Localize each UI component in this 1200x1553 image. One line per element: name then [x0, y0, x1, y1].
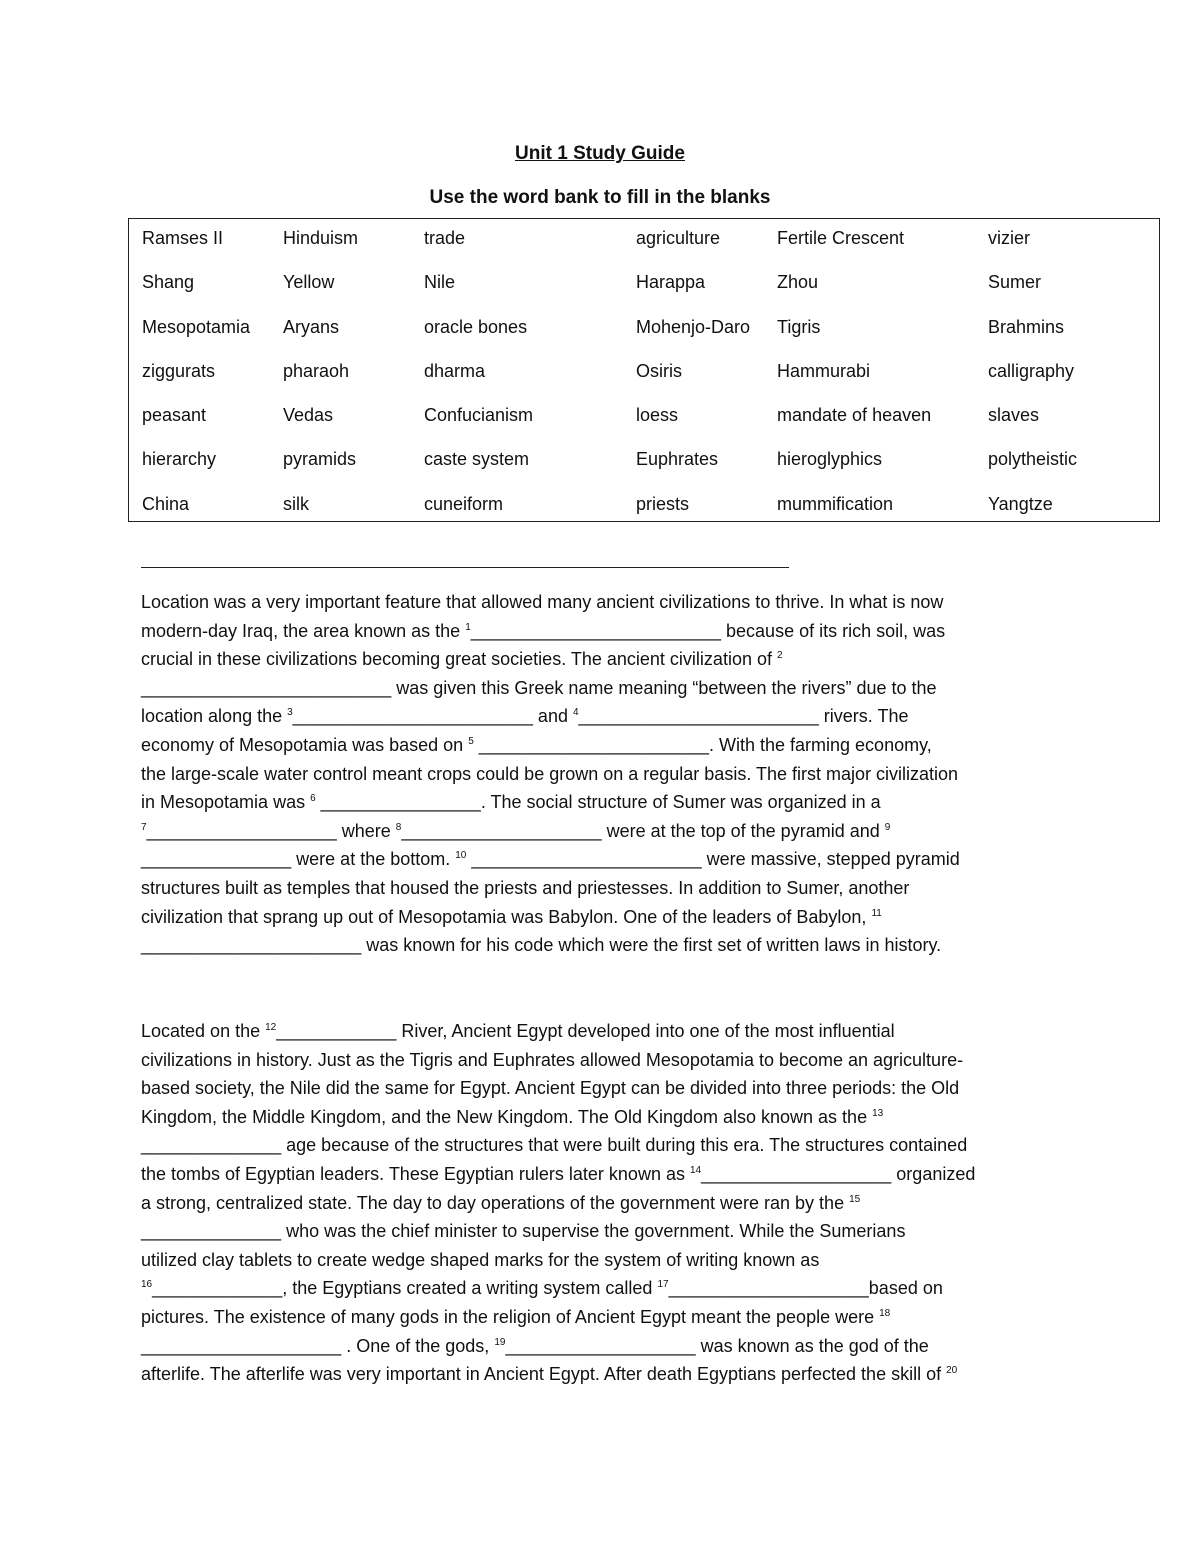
word-bank-term: Mohenjo-Daro — [636, 317, 751, 337]
text-segment: ______________ who was the chief minister to supervise the government. While the Sumerians — [141, 1221, 906, 1242]
text-segment: ____________________based on — [668, 1278, 943, 1299]
text-segment: Located on the — [141, 1021, 266, 1041]
word-bank-term: Zhou — [777, 272, 819, 292]
blank-number: 5 — [468, 735, 474, 747]
text-line — [141, 903, 1071, 932]
text-segment: ____________ River, Ancient Egypt developed into one of the most influential — [276, 1021, 895, 1041]
text-line — [141, 1131, 1071, 1160]
word-bank-term: peasant — [142, 405, 207, 425]
word-bank-term: Nile — [424, 272, 456, 292]
text-line — [141, 588, 1071, 617]
word-bank-term: hieroglyphics — [777, 449, 883, 469]
word-bank-term: Confucianism — [424, 405, 534, 425]
word-bank-row — [129, 449, 1159, 493]
text-line — [141, 874, 1071, 903]
text-line — [141, 1046, 1071, 1075]
text-segment: ____________________ were at the top of the pyramid and — [401, 820, 885, 841]
text-line — [141, 1017, 1071, 1046]
divider-line — [141, 567, 789, 568]
text-segment: _____________, the Egyptians created a writing system called — [152, 1278, 658, 1299]
word-bank-term: calligraphy — [988, 361, 1075, 381]
word-bank-term: caste system — [424, 449, 530, 469]
text-segment: modern-day Iraq, the area known as the — [141, 620, 466, 641]
text-line — [141, 817, 1071, 846]
text-segment: Kingdom, the Middle Kingdom, and the New Kingdom. The Old Kingdom also known as the — [141, 1106, 873, 1127]
word-bank-term: loess — [636, 405, 679, 425]
text-segment: a strong, centralized state. The day to day operations of the government were ran by the — [141, 1192, 850, 1213]
page-title: Unit 1 Study Guide — [515, 143, 685, 164]
text-segment: civilization that sprang up out of Mesopotamia was Babylon. One of the leaders of Babylon, — [141, 906, 872, 927]
word-bank-term: Hinduism — [283, 228, 359, 248]
blank-number: 11 — [871, 907, 882, 919]
text-segment: ______________________ was known for his code which were the first set of written laws in history. — [141, 935, 942, 956]
text-line — [141, 1303, 1071, 1332]
word-bank-term: pharaoh — [283, 361, 350, 381]
blank-number: 6 — [310, 793, 316, 805]
text-segment: _______________ were at the bottom. — [141, 849, 456, 870]
text-line — [141, 845, 1071, 874]
blank-number: 10 — [455, 850, 467, 862]
text-line — [141, 1332, 1071, 1361]
word-bank-term: Osiris — [636, 361, 682, 381]
blank-number: 9 — [884, 821, 891, 833]
word-bank-term: Shang — [142, 272, 195, 292]
text-line — [141, 1189, 1071, 1218]
word-bank-term: Vedas — [283, 405, 334, 425]
blank-number: 15 — [849, 1193, 861, 1205]
blank-number: 19 — [494, 1336, 506, 1348]
text-line — [141, 617, 1071, 646]
word-bank-row — [129, 317, 1159, 361]
word-bank-row — [129, 361, 1159, 405]
text-segment: ________________________ and — [292, 706, 573, 727]
blank-number: 18 — [879, 1307, 891, 1319]
word-bank-term: silk — [283, 494, 309, 514]
text-line — [141, 731, 1071, 760]
text-line — [141, 702, 1071, 731]
word-bank-term: Tigris — [777, 317, 821, 337]
word-bank-term: China — [142, 494, 190, 514]
text-segment: ______________ age because of the structures that were built during this era. The structures contained — [141, 1135, 968, 1156]
text-segment: based society, the Nile did the same for Egypt. Ancient Egypt can be divided into three periods: the Old — [141, 1078, 960, 1099]
word-bank-term: Brahmins — [988, 317, 1065, 337]
word-bank-term: mummification — [777, 494, 894, 514]
page-subtitle: Use the word bank to fill in the blanks — [429, 187, 771, 208]
word-bank-term: trade — [424, 228, 466, 248]
text-segment: ___________________ was known as the god of the — [505, 1335, 929, 1356]
text-segment: _______________________ were massive, stepped pyramid — [466, 849, 960, 870]
text-line — [141, 645, 1071, 674]
word-bank-term: Euphrates — [636, 449, 719, 469]
blank-number: 12 — [265, 1022, 277, 1033]
text-line — [141, 1274, 1071, 1303]
text-segment: ____________________ . One of the gods, — [141, 1335, 495, 1356]
text-line — [141, 1074, 1071, 1103]
text-segment: crucial in these civilizations becoming great societies. The ancient civilization of — [141, 649, 777, 670]
blank-number: 8 — [395, 821, 402, 833]
paragraph-mesopotamia — [141, 588, 1071, 960]
word-bank-term: slaves — [988, 405, 1040, 425]
text-segment: _________________________ was given this Greek name meaning “between the rivers” due to the — [141, 677, 937, 698]
word-bank-term: polytheistic — [988, 449, 1078, 469]
blank-number: 14 — [689, 1164, 702, 1176]
word-bank-row — [129, 228, 1159, 272]
word-bank-term: cuneiform — [424, 494, 504, 514]
word-bank-term: agriculture — [636, 228, 721, 248]
word-bank-term: mandate of heaven — [777, 405, 932, 425]
word-bank-row — [129, 405, 1159, 449]
blank-number: 3 — [287, 707, 293, 719]
word-bank-term: Aryans — [283, 317, 340, 337]
word-bank-term: vizier — [988, 228, 1031, 248]
text-line — [141, 1160, 1071, 1189]
text-line — [141, 674, 1071, 703]
text-segment: _________________________ because of its rich soil, was — [470, 620, 946, 641]
text-line — [141, 1246, 1071, 1275]
text-segment: ___________________ where — [146, 820, 396, 841]
blank-number: 13 — [872, 1107, 884, 1119]
text-segment: structures built as temples that housed the priests and priestesses. In addition to Sumer, another — [141, 877, 910, 898]
text-segment: pictures. The existence of many gods in the religion of Ancient Egypt meant the people were — [141, 1306, 880, 1327]
text-line — [141, 1103, 1071, 1132]
text-segment: _______________________. With the farming economy, — [473, 734, 932, 755]
word-bank-term: Ramses II — [142, 228, 224, 248]
word-bank-term: Yellow — [283, 272, 335, 292]
word-bank-term: Yangtze — [988, 494, 1053, 514]
text-line — [141, 760, 1071, 789]
text-line — [141, 931, 1071, 960]
word-bank-term: Mesopotamia — [142, 317, 251, 337]
paragraph-egypt — [141, 1017, 1071, 1389]
text-segment: the tombs of Egyptian leaders. These Egyptian rulers later known as — [141, 1163, 690, 1184]
text-segment: Location was a very important feature that allowed many ancient civilizations to thrive. In what is now — [141, 592, 944, 612]
word-bank-term: oracle bones — [424, 317, 528, 337]
text-segment: the large-scale water control meant crops could be grown on a regular basis. The first major civilization — [141, 763, 959, 784]
text-line — [141, 1217, 1071, 1246]
text-segment: ________________. The social structure of Sumer was organized in a — [315, 792, 881, 813]
word-bank-table — [128, 218, 1160, 522]
word-bank-term: dharma — [424, 361, 486, 381]
blank-number: 20 — [946, 1365, 958, 1377]
word-bank-term: pyramids — [283, 449, 357, 469]
word-bank-term: priests — [636, 494, 690, 514]
text-segment: utilized clay tablets to create wedge shaped marks for the system of writing known as — [141, 1249, 820, 1270]
word-bank-term: Fertile Crescent — [777, 228, 905, 248]
text-segment: location along the — [141, 706, 288, 727]
text-segment: ________________________ rivers. The — [578, 706, 909, 727]
text-segment: civilizations in history. Just as the Tigris and Euphrates allowed Mesopotamia to become an agriculture- — [141, 1049, 964, 1070]
text-line — [141, 1360, 1071, 1389]
text-segment: ___________________ organized — [701, 1163, 976, 1184]
blank-number: 2 — [776, 650, 783, 662]
word-bank-term: Harappa — [636, 272, 706, 292]
word-bank-term: Sumer — [988, 272, 1042, 292]
text-segment: afterlife. The afterlife was very important in Ancient Egypt. After death Egyptians perfected the skill of — [141, 1364, 947, 1385]
word-bank-row — [129, 494, 1159, 538]
word-bank-term: ziggurats — [142, 361, 216, 381]
blank-number: 7 — [141, 821, 147, 833]
blank-number: 17 — [657, 1279, 669, 1291]
text-line — [141, 788, 1071, 817]
blank-number: 4 — [572, 707, 579, 719]
word-bank-row — [129, 272, 1159, 316]
blank-number: 16 — [141, 1279, 153, 1291]
word-bank-term: hierarchy — [142, 449, 217, 469]
blank-number: 1 — [465, 621, 471, 633]
text-segment: in Mesopotamia was — [141, 792, 311, 813]
word-bank-term: Hammurabi — [777, 361, 871, 381]
text-segment: economy of Mesopotamia was based on — [141, 734, 469, 755]
